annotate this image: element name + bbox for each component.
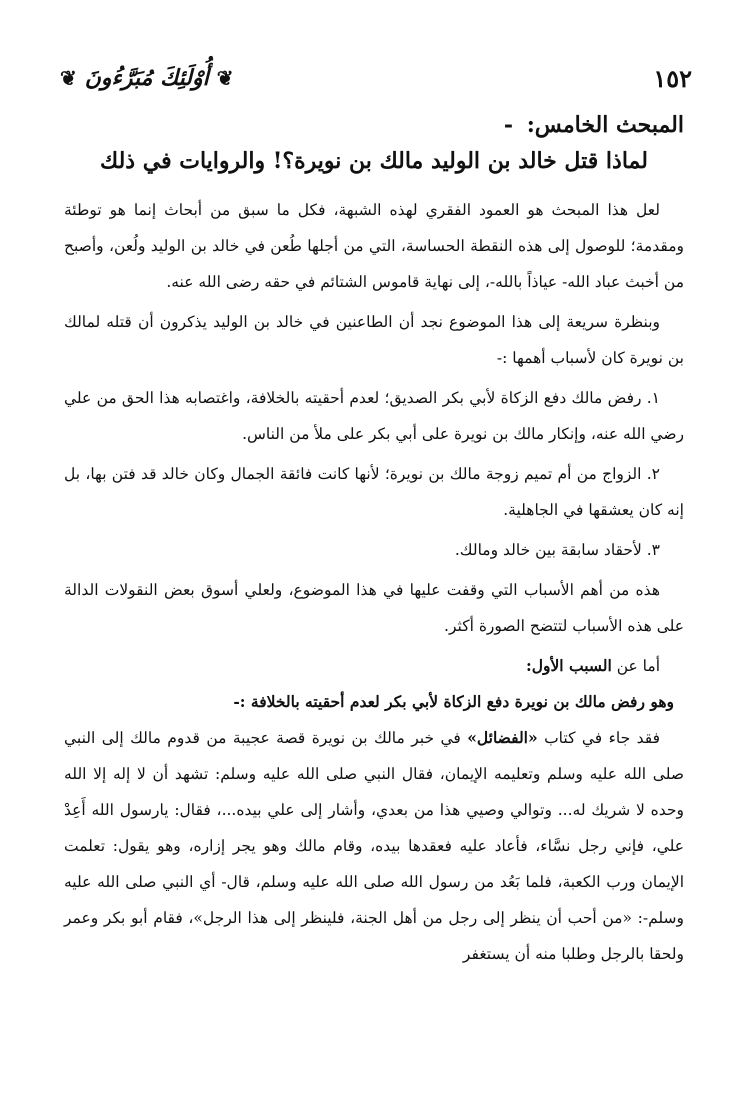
section-label-text: المبحث الخامس:	[526, 112, 684, 138]
ornament-right-icon: ❦	[216, 66, 234, 90]
reason-3: ٣. لأحقاد سابقة بين خالد ومالك.	[454, 541, 660, 559]
subheading-reason-detail: وهو رفض مالك بن نويرة دفع الزكاة لأبي بكر لعدم أحقيته بالخلافة :-	[233, 692, 674, 711]
book-reference: «الفضائل»	[467, 728, 538, 747]
page-header	[60, 58, 692, 98]
page-content	[64, 112, 684, 976]
reason-1: ١. رفض مالك دفع الزكاة لأبي بكر الصديق؛ لعدم أحقيته بالخلافة، واغتصابه هذا الحق من علي رضي الله عنه، وإنكار مالك بن نويرة على أبي بكر على ملأ من الناس.	[64, 389, 684, 443]
paragraph-2: وبنظرة سريعة إلى هذا الموضوع نجد أن الطاعنين في خالد بن الوليد يذكرون أن قتله لمالك بن نويرة كان لأسباب أهمها :-	[64, 313, 684, 367]
reason-2: ٢. الزواج من أم تميم زوجة مالك بن نويرة؛ لأنها كانت فائقة الجمال وكان خالد قد فتن بها، بل إنه كان يعشقها في الجاهلية.	[64, 465, 684, 519]
paragraph-3: هذه من أهم الأسباب التي وقفت عليها في هذا الموضوع، ولعلي أسوق بعض النقولات الدالة على هذه الأسباب لتتضح الصورة أكثر.	[64, 581, 684, 635]
subheading-prefix: أما عن	[611, 657, 660, 675]
paragraph-4-body: في خبر مالك بن نويرة قصة عجيبة من قدوم مالك إلى النبي صلى الله عليه وسلم وتعليمه الإيمان، فقال النبي صلى الله عليه وسلم: تشهد أن لا إله إلا الله وحده لا شريك له... وتوالي وصيي هذا من بعدي، وأشار إلى علي بيده...، فقال: يارسول الله أَعِدْ علي، فإني رجل نسَّاء، فأعاد عليه فعقدها بيده، وقام مالك وهو يجر إزاره، وهو يقول: تعلمت الإيمان ورب الكعبة، فلما بَعُد من رسول الله صلى الله عليه وسلم، قال- أي النبي صلى الله عليه وسلم-: «من أحب أن ينظر إلى رجل من أهل الجنة، فلينظر إلى هذا الرجل»، فقام أبو بكر وعمر ولحقا بالرجل وطلبا منه أن يستغفر	[64, 729, 684, 963]
ornament-left-icon: ❦	[60, 66, 77, 90]
subheading-first-reason	[64, 648, 684, 684]
section-label-dash: -	[503, 112, 514, 138]
paragraph-1: لعل هذا المبحث هو العمود الفقري لهذه الشبهة، فكل ما سبق من أبحاث إنما هو توطئة ومقدمة؛ للوصول إلى هذه النقطة الحساسة، التي من أجلها طُعن في خالد بن الوليد ولُعن، وأصبح من أخبث عباد الله- عياذاً بالله-، إلى نهاية قاموس الشتائم في حقه رضى الله عنه.	[64, 201, 684, 291]
subheading-bold: السبب الأول:	[526, 656, 612, 675]
running-title	[60, 65, 234, 91]
main-heading: لماذا قتل خالد بن الوليد مالك بن نويرة؟! والروايات في ذلك	[100, 148, 648, 174]
section-label	[64, 112, 684, 138]
page-number: ١٥٢	[653, 63, 692, 93]
paragraph-4	[64, 720, 684, 972]
paragraph-4-prefix: فقد جاء في كتاب	[537, 729, 660, 747]
running-title-text: أُوْلَئِكَ مُبَرَّءُونَ	[84, 65, 209, 91]
